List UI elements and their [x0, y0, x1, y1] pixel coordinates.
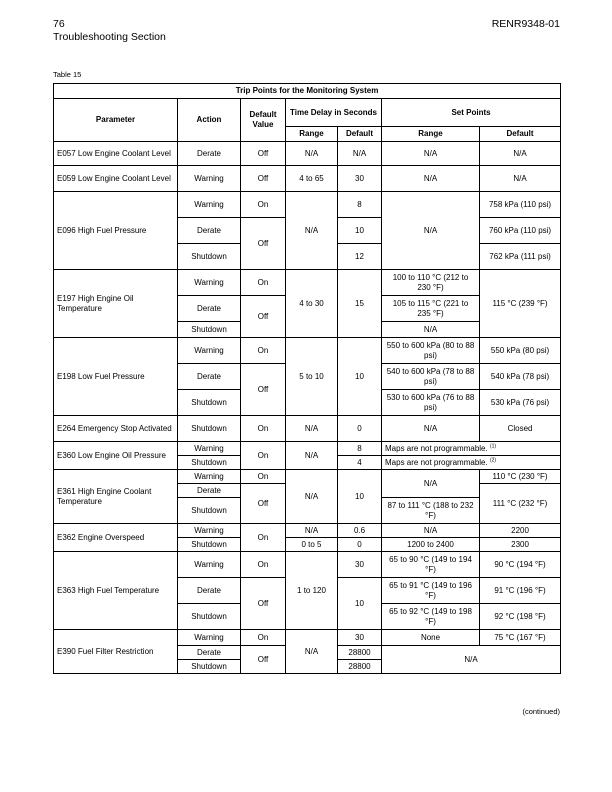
table-row: [54, 552, 561, 578]
td-default-cell: 10: [338, 470, 382, 524]
param-cell: E096 High Fuel Pressure: [54, 192, 178, 270]
sp-range-cell: N/A: [382, 470, 480, 498]
sp-range-cell: 540 to 600 kPa (78 to 88 psi): [382, 364, 480, 390]
section-title: Troubleshooting Section: [53, 31, 166, 43]
td-default-cell: 8: [338, 192, 382, 218]
col-action: Action: [178, 99, 241, 142]
sp-default-cell: 540 kPa (78 psi): [480, 364, 561, 390]
td-range-cell: N/A: [286, 470, 338, 524]
param-cell: E360 Low Engine Oil Pressure: [54, 442, 178, 470]
table-row: [54, 630, 561, 646]
sp-default-cell: N/A: [480, 142, 561, 166]
sp-default-cell: Closed: [480, 416, 561, 442]
td-default-cell: 30: [338, 552, 382, 578]
td-range-cell: 4 to 30: [286, 270, 338, 338]
table-row: [54, 416, 561, 442]
action-cell: Derate: [178, 218, 241, 244]
action-cell: Warning: [178, 552, 241, 578]
param-cell: E390 Fuel Filter Restriction: [54, 630, 178, 674]
default-value-cell: Off: [241, 484, 286, 524]
action-cell: Derate: [178, 142, 241, 166]
td-default-cell: 12: [338, 244, 382, 270]
param-cell: E059 Low Engine Coolant Level: [54, 166, 178, 192]
note-text: Maps are not programmable.: [385, 457, 488, 467]
footnote-ref: (2): [489, 456, 497, 463]
sp-default-cell: 111 °C (232 °F): [480, 484, 561, 524]
col-td-range: Range: [286, 127, 338, 142]
action-cell: Warning: [178, 524, 241, 538]
action-cell: Shutdown: [178, 660, 241, 674]
sp-default-cell: 2200: [480, 524, 561, 538]
action-cell: Warning: [178, 192, 241, 218]
td-range-cell: 1 to 120: [286, 552, 338, 630]
td-default-cell: 28800: [338, 660, 382, 674]
param-cell: E361 High Engine Coolant Temperature: [54, 470, 178, 524]
page-header-left: [53, 18, 166, 44]
sp-default-cell: 115 °C (239 °F): [480, 270, 561, 338]
td-default-cell: 10: [338, 338, 382, 416]
default-value-cell: Off: [241, 578, 286, 630]
sp-default-cell: 760 kPa (110 psi): [480, 218, 561, 244]
action-cell: Shutdown: [178, 322, 241, 338]
sp-range-cell: N/A: [382, 322, 480, 338]
td-range-cell: N/A: [286, 416, 338, 442]
table-row: [54, 442, 561, 456]
default-value-cell: Off: [241, 296, 286, 338]
sp-default-cell: 92 °C (198 °F): [480, 604, 561, 630]
note-text: Maps are not programmable.: [385, 443, 488, 453]
td-range-cell: 5 to 10: [286, 338, 338, 416]
action-cell: Warning: [178, 470, 241, 484]
td-default-cell: 0: [338, 538, 382, 552]
sp-range-cell: N/A: [382, 192, 480, 270]
sp-range-cell: 1200 to 2400: [382, 538, 480, 552]
td-default-cell: 30: [338, 630, 382, 646]
sp-default-cell: 762 kPa (111 psi): [480, 244, 561, 270]
action-cell: Derate: [178, 578, 241, 604]
col-td-default: Default: [338, 127, 382, 142]
default-value-cell: Off: [241, 142, 286, 166]
td-default-cell: N/A: [338, 142, 382, 166]
td-range-cell: N/A: [286, 192, 338, 270]
table-label: Table 15: [53, 70, 82, 79]
sp-range-cell: 105 to 115 °C (221 to 235 °F): [382, 296, 480, 322]
sp-default-cell: N/A: [480, 166, 561, 192]
sp-range-cell: 65 to 90 °C (149 to 194 °F): [382, 552, 480, 578]
trip-points-table: [53, 83, 561, 674]
sp-na-cell: N/A: [382, 646, 561, 674]
sp-default-cell: 110 °C (230 °F): [480, 470, 561, 484]
sp-default-cell: 758 kPa (110 psi): [480, 192, 561, 218]
table-row: [54, 470, 561, 484]
sp-default-cell: 530 kPa (76 psi): [480, 390, 561, 416]
sp-default-cell: 2300: [480, 538, 561, 552]
default-value-cell: On: [241, 470, 286, 484]
td-default-cell: 10: [338, 218, 382, 244]
td-range-cell: N/A: [286, 630, 338, 674]
table-row: [54, 524, 561, 538]
default-value-cell: Off: [241, 218, 286, 270]
param-cell: E197 High Engine Oil Temperature: [54, 270, 178, 338]
default-value-cell: Off: [241, 166, 286, 192]
default-value-cell: On: [241, 270, 286, 296]
action-cell: Derate: [178, 484, 241, 498]
table-row: [54, 270, 561, 296]
td-range-cell: 4 to 65: [286, 166, 338, 192]
col-parameter: Parameter: [54, 99, 178, 142]
action-cell: Shutdown: [178, 538, 241, 552]
action-cell: Warning: [178, 630, 241, 646]
default-value-cell: On: [241, 338, 286, 364]
sp-range-cell: 530 to 600 kPa (76 to 88 psi): [382, 390, 480, 416]
td-range-cell: N/A: [286, 442, 338, 470]
td-default-cell: 30: [338, 166, 382, 192]
note-cell: [382, 442, 561, 456]
sp-range-cell: 100 to 110 °C (212 to 230 °F): [382, 270, 480, 296]
sp-range-cell: 65 to 91 °C (149 to 196 °F): [382, 578, 480, 604]
param-cell: E363 High Fuel Temperature: [54, 552, 178, 630]
page-number: 76: [53, 18, 65, 30]
action-cell: Shutdown: [178, 604, 241, 630]
default-value-cell: On: [241, 192, 286, 218]
td-range-cell: N/A: [286, 524, 338, 538]
td-default-cell: 8: [338, 442, 382, 456]
td-default-cell: 4: [338, 456, 382, 470]
td-default-cell: 15: [338, 270, 382, 338]
td-default-cell: 10: [338, 578, 382, 630]
action-cell: Derate: [178, 296, 241, 322]
param-cell: E264 Emergency Stop Activated: [54, 416, 178, 442]
default-value-cell: On: [241, 442, 286, 470]
continued-note: (continued): [522, 707, 560, 716]
action-cell: Derate: [178, 646, 241, 660]
sp-range-cell: N/A: [382, 416, 480, 442]
td-default-cell: 0.6: [338, 524, 382, 538]
action-cell: Warning: [178, 442, 241, 456]
col-set-points: Set Points: [382, 99, 561, 127]
default-value-cell: Off: [241, 364, 286, 416]
sp-default-cell: 550 kPa (80 psi): [480, 338, 561, 364]
action-cell: Shutdown: [178, 456, 241, 470]
action-cell: Warning: [178, 338, 241, 364]
td-range-cell: N/A: [286, 142, 338, 166]
default-value-cell: Off: [241, 646, 286, 674]
param-cell: E362 Engine Overspeed: [54, 524, 178, 552]
table-row: [54, 166, 561, 192]
sp-default-cell: 91 °C (196 °F): [480, 578, 561, 604]
sp-range-cell: 550 to 600 kPa (80 to 88 psi): [382, 338, 480, 364]
default-value-cell: On: [241, 416, 286, 442]
col-sp-default: Default: [480, 127, 561, 142]
action-cell: Shutdown: [178, 244, 241, 270]
sp-range-cell: None: [382, 630, 480, 646]
action-cell: Derate: [178, 364, 241, 390]
col-default-value: Default Value: [241, 99, 286, 142]
sp-range-cell: 65 to 92 °C (149 to 198 °F): [382, 604, 480, 630]
sp-default-cell: 75 °C (167 °F): [480, 630, 561, 646]
param-cell: E198 Low Fuel Pressure: [54, 338, 178, 416]
col-sp-range: Range: [382, 127, 480, 142]
param-cell: E057 Low Engine Coolant Level: [54, 142, 178, 166]
td-range-cell: 0 to 5: [286, 538, 338, 552]
table-row: [54, 192, 561, 218]
action-cell: Shutdown: [178, 498, 241, 524]
action-cell: Warning: [178, 270, 241, 296]
sp-range-cell: N/A: [382, 142, 480, 166]
default-value-cell: On: [241, 524, 286, 552]
default-value-cell: On: [241, 630, 286, 646]
sp-range-cell: 87 to 111 °C (188 to 232 °F): [382, 498, 480, 524]
col-time-delay: Time Delay in Seconds: [286, 99, 382, 127]
action-cell: Shutdown: [178, 390, 241, 416]
footnote-ref: (1): [489, 442, 497, 449]
sp-range-cell: N/A: [382, 166, 480, 192]
table-row: [54, 338, 561, 364]
sp-range-cell: N/A: [382, 524, 480, 538]
td-default-cell: 28800: [338, 646, 382, 660]
action-cell: Warning: [178, 166, 241, 192]
document-id: RENR9348-01: [491, 18, 560, 30]
note-cell: [382, 456, 561, 470]
table-row: [54, 142, 561, 166]
td-default-cell: 0: [338, 416, 382, 442]
action-cell: Shutdown: [178, 416, 241, 442]
sp-default-cell: 90 °C (194 °F): [480, 552, 561, 578]
table-title: Trip Points for the Monitoring System: [54, 84, 561, 99]
default-value-cell: On: [241, 552, 286, 578]
